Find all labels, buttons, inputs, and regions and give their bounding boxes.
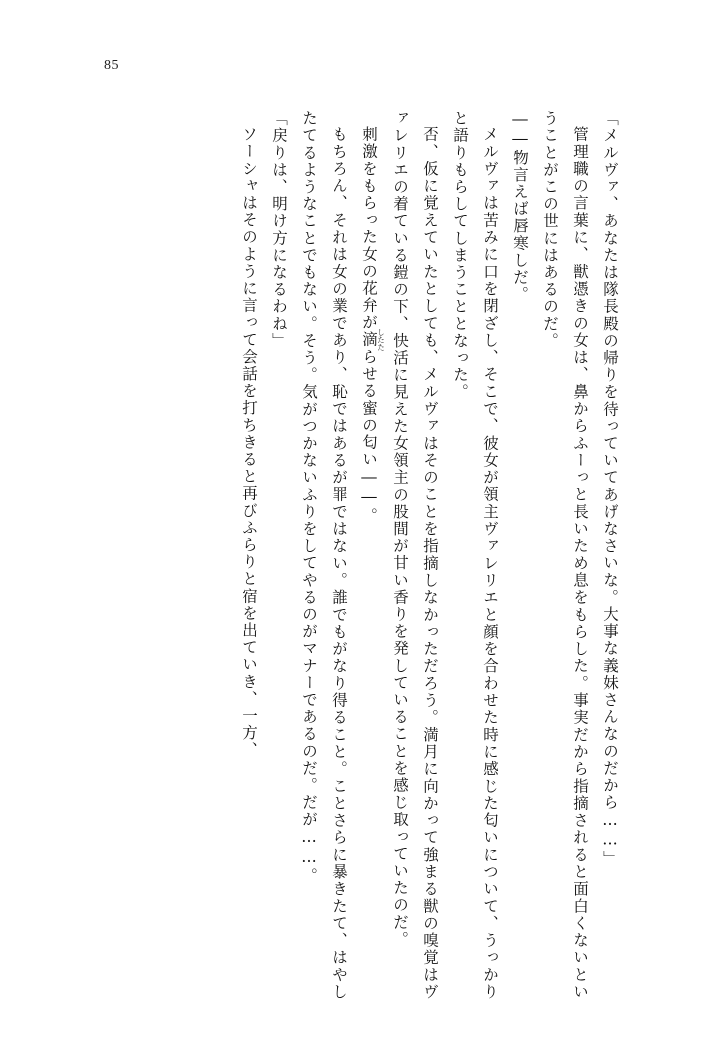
page-body-text: [65, 110, 625, 1000]
ruby-annotation: 滴したた: [360, 328, 386, 351]
page-number: 85: [104, 58, 119, 73]
paragraph: 否、仮に覚えていたとしても、メルヴァはそのことを指摘しなかっただろう。満月に向かって強まる獣の嗅覚はヴァレリエの着ている鎧の下、快活に見えた女領主の股間が甘い香りを発していることを感じ取っていたのだ。: [391, 110, 439, 1000]
paragraph: 「メルヴァ、あなたは隊長殿の帰りを待っていてあげなさいな。大事な義妹さんなのだから……」: [601, 110, 619, 868]
paragraph: もちろん、それは女の業であり、恥ではあるが罪ではない。誰でもがなり得ること。ことさらに暴きたて、はやしたてるようなことでもない。そう。気がつかないふりをしてやるのがマナーであるのだ。だが……。: [300, 110, 348, 1000]
paragraph: メルヴァは苦みに口を閉ざし、そこで、彼女が領主ヴァレリエと顔を合わせた時に感じた匂いについて、うっかりと語りもらしてしまうこととなった。: [451, 110, 499, 1000]
paragraph-text: 刺激をもらった女の花弁が滴したたらせる蜜の匂い――。: [360, 125, 386, 524]
paragraph: 管理職の言葉に、獣憑きの女は、鼻からふーっと長いため息をもらした。事実だから指摘されると面白くないということがこの世にはあるのだ。: [541, 110, 589, 1000]
paragraph: ソーシャはそのように言って会話を打ちきると再びふらりと宿を出ていき、一方、: [240, 125, 258, 759]
paragraph-with-ruby: [354, 110, 385, 1000]
paragraph: 「戻りは、明け方になるわね」: [270, 110, 288, 350]
paragraph: ――物言えば唇寒しだ。: [511, 110, 529, 304]
